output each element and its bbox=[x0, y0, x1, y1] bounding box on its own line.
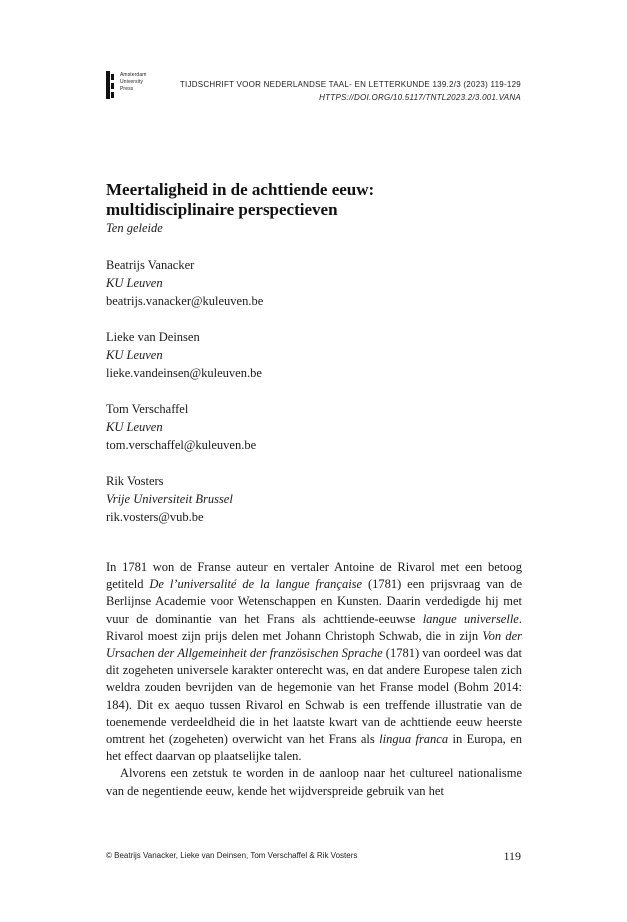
italic-text: De l’universalité de la langue française bbox=[149, 577, 363, 592]
italic-text: lingua franca bbox=[379, 732, 449, 747]
journal-header bbox=[180, 78, 521, 104]
page-number: 119 bbox=[503, 849, 521, 863]
author-block bbox=[106, 328, 263, 400]
author-affiliation: KU Leuven bbox=[106, 276, 163, 290]
author-email[interactable]: rik.vosters@vub.be bbox=[106, 510, 204, 524]
text-run: (1781) van oordeel was dat dit zogeheten universele karakter onterecht was, en dat andere Europese talen zich weldra zouden bevrijden van de hegemonie van het Franse model (Bohm 2014: 184). Dit ex aequo tussen Rivarol en Schwab is een treffende illustratie van de toenemende verdeeldheid die in het laatste kwart van de achttiende eeuw heerste omtrent het (zogeheten) overwicht van het Frans als bbox=[106, 646, 522, 747]
author-email[interactable]: lieke.vandeinsen@kuleuven.be bbox=[106, 366, 262, 380]
italic-text: Von der Ursachen der Allgemeinheit der französischen Sprache bbox=[106, 628, 522, 661]
author-affiliation: KU Leuven bbox=[106, 420, 163, 434]
doi-link[interactable]: HTTPS://DOI.ORG/10.5117/TNTL2023.2/3.001.VANA bbox=[319, 93, 521, 102]
author-affiliation: KU Leuven bbox=[106, 348, 163, 362]
author-block bbox=[106, 472, 263, 544]
text-run: In 1781 won de Franse auteur en vertaler Antoine de Rivarol met een betoog getiteld bbox=[106, 560, 522, 592]
text-run: (1781) een prijsvraag van de Berlijnse Academie voor Wetenschappen en Kunsten. Daarin verdedigde hij met vuur de dominantie van het Frans als achttiende-eeuwse bbox=[106, 577, 522, 626]
journal-citation: TIJDSCHRIFT VOOR NEDERLANDSE TAAL- EN LETTERKUNDE 139.2/3 (2023) 119-129 bbox=[179, 80, 521, 89]
article-title: Meertaligheid in de achttiende eeuw: multidisciplinaire perspectieven bbox=[106, 180, 375, 219]
publisher-logo-mark bbox=[106, 71, 115, 99]
author-name: Tom Verschaffel bbox=[106, 402, 189, 416]
author-email[interactable]: tom.verschaffel@kuleuven.be bbox=[106, 438, 257, 452]
author-block bbox=[106, 256, 263, 328]
article-subtitle: Ten geleide bbox=[106, 221, 163, 235]
text-run: . Rivarol moest zijn prijs delen met Johann Christoph Schwab, die in zijn bbox=[106, 611, 522, 643]
copyright-notice: © Beatrijs Vanacker, Lieke van Deinsen, Tom Verschaffel & Rik Vosters bbox=[106, 851, 358, 860]
publisher-logo bbox=[106, 71, 166, 101]
author-email[interactable]: beatrijs.vanacker@kuleuven.be bbox=[106, 294, 264, 308]
author-list bbox=[106, 256, 263, 544]
author-name: Lieke van Deinsen bbox=[106, 330, 200, 344]
publisher-logo-text: Amsterdam University Press bbox=[120, 72, 147, 92]
author-block bbox=[106, 400, 263, 472]
author-name: Beatrijs Vanacker bbox=[106, 258, 195, 272]
article-body bbox=[106, 559, 522, 800]
page-footer bbox=[106, 849, 521, 863]
author-name: Rik Vosters bbox=[106, 474, 164, 488]
text-run: in Europa, en het effect daarvan op plaatselijke talen. bbox=[106, 732, 522, 764]
italic-text: langue universelle bbox=[422, 611, 519, 626]
author-affiliation: Vrije Universiteit Brussel bbox=[106, 492, 233, 506]
body-paragraph bbox=[106, 559, 522, 765]
text-run: Alvorens een zetstuk te worden in de aanloop naar het cultureel nationalisme van de negentiende eeuw, kende het wijdverspreide gebruik van het bbox=[106, 766, 522, 798]
body-paragraph bbox=[106, 765, 522, 799]
